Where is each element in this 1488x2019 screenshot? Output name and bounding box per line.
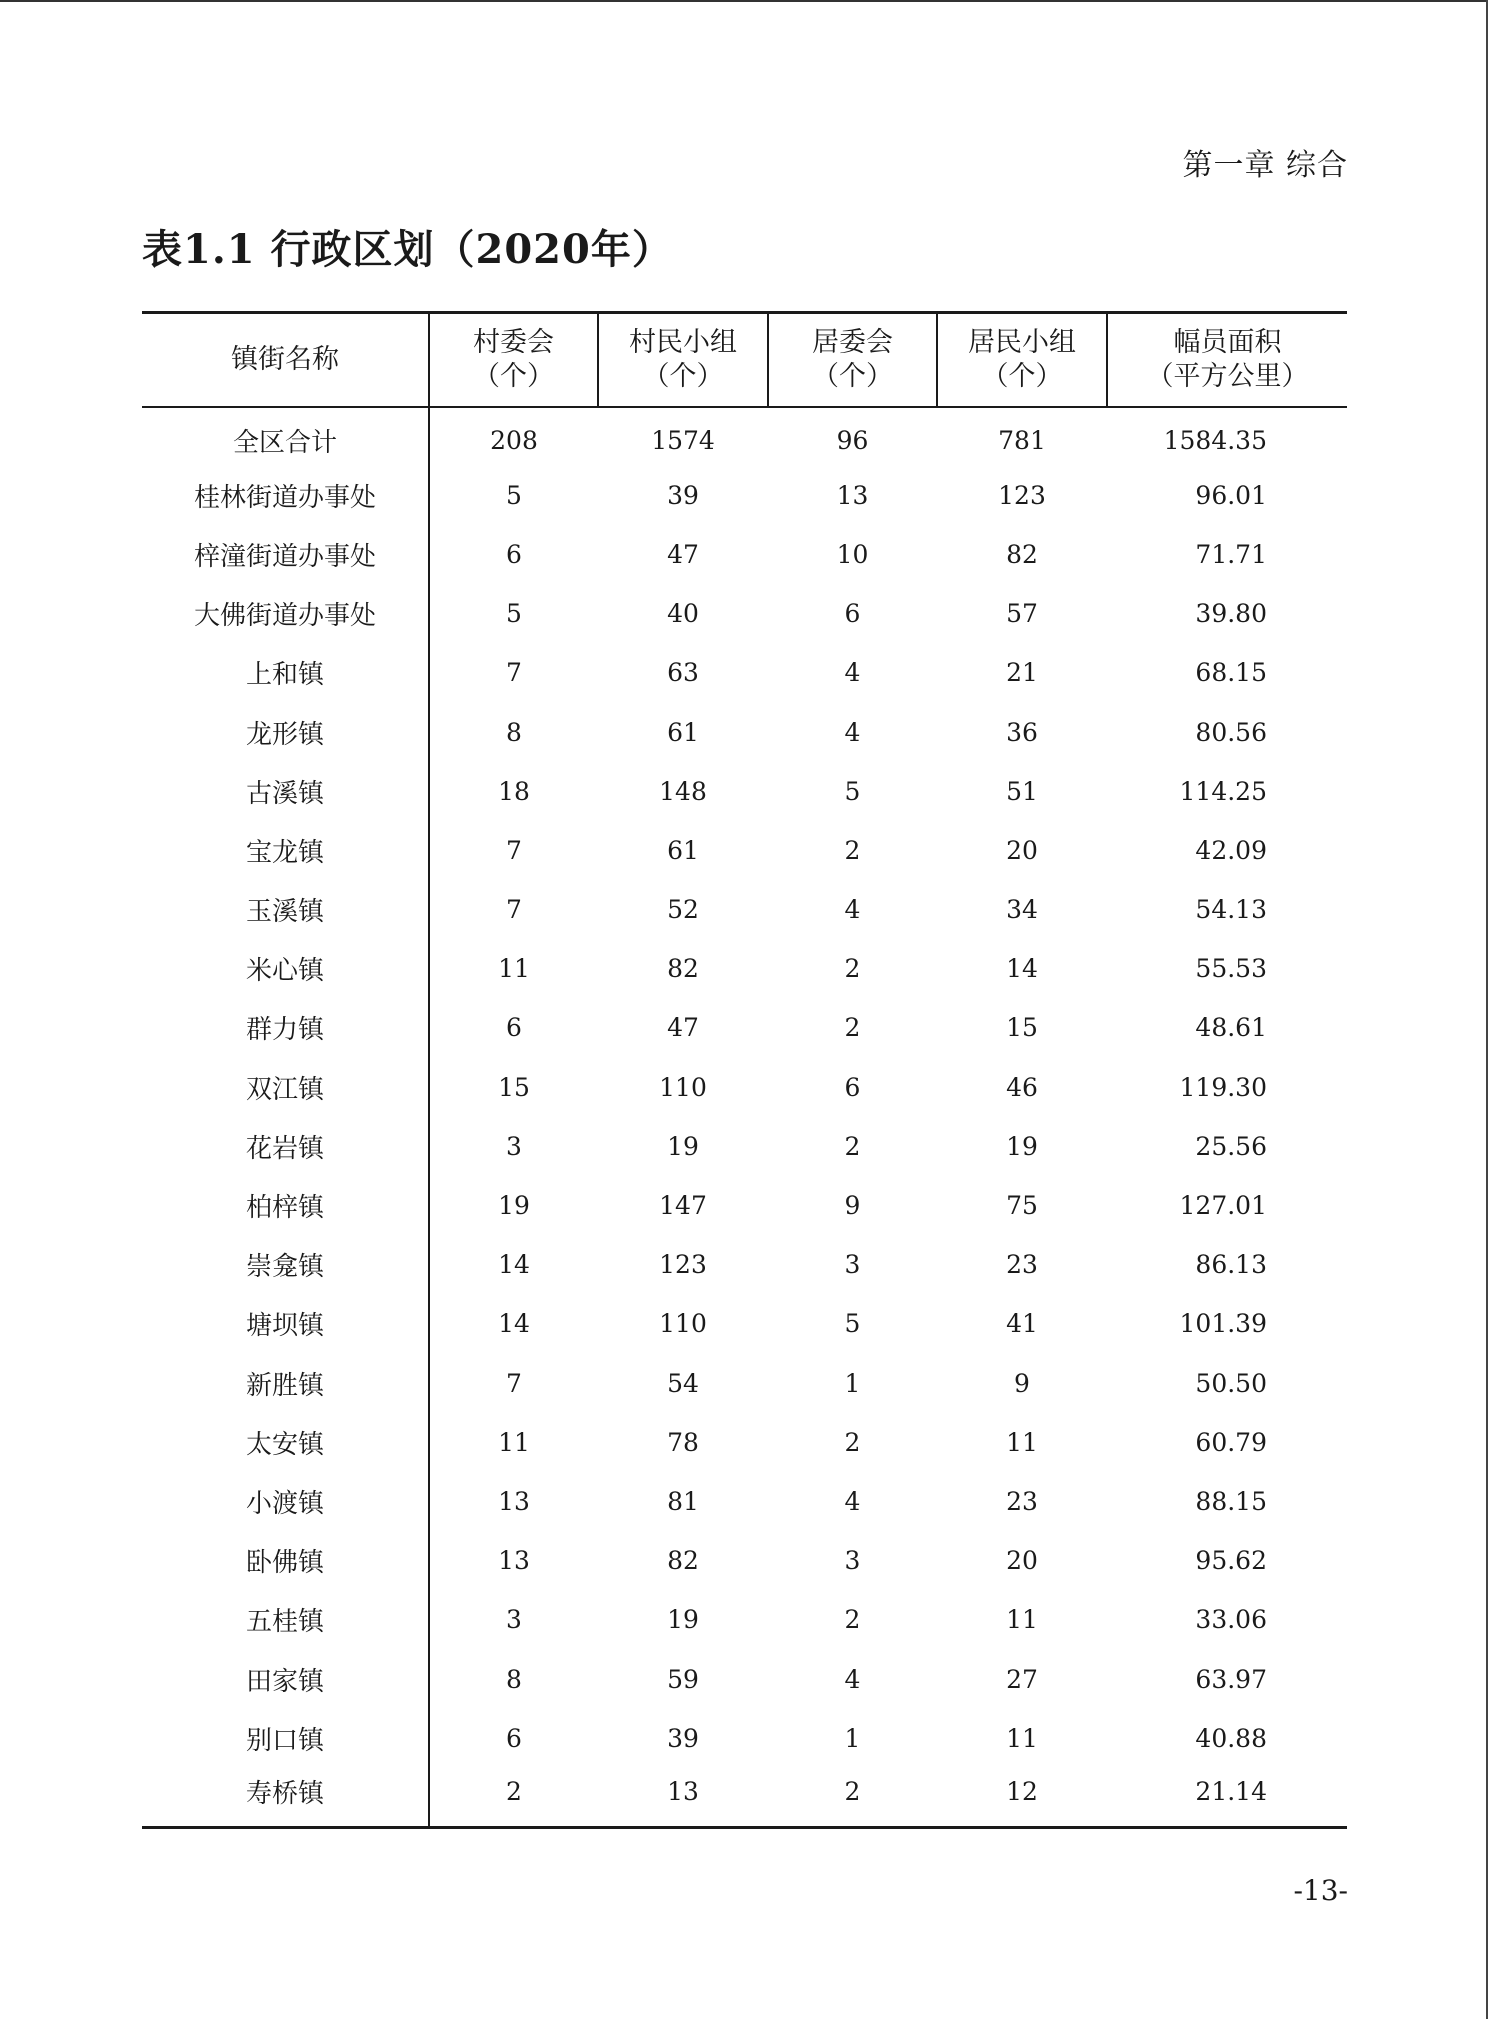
resident-groups-cell: 82: [1006, 539, 1038, 569]
table-row: [142, 1117, 1347, 1176]
town-name-cell: 花岩镇: [142, 1117, 429, 1176]
resident-committees-cell: 1: [844, 1723, 861, 1753]
village-committees-cell: 18: [498, 776, 530, 806]
area-cell: 21.14: [1107, 1768, 1347, 1827]
area-cell: 86.13: [1195, 1250, 1267, 1280]
villager-groups-cell: 148: [659, 776, 707, 806]
area-cell: 54.13: [1195, 895, 1267, 925]
table-row: [142, 702, 1347, 761]
resident-committees-cell: 6: [844, 599, 861, 629]
town-name-cell: 群力镇: [142, 998, 429, 1057]
resident-groups-cell: 46: [1006, 1072, 1038, 1102]
table-row: [142, 1649, 1347, 1708]
resident-groups-cell: 14: [1006, 954, 1038, 984]
village-committees-cell: 8: [506, 717, 522, 747]
village-committees-cell: 2: [429, 1768, 598, 1827]
town-name-cell: 塘坝镇: [142, 1294, 429, 1353]
town-name-cell: 新胜镇: [142, 1354, 429, 1413]
table-row: [142, 1531, 1347, 1590]
area-cell: 39.80: [1195, 599, 1267, 629]
village-committees-cell: 19: [498, 1191, 530, 1221]
header-area: 幅员面积 （平方公里）: [1107, 313, 1347, 407]
resident-groups-cell: 20: [1006, 1546, 1038, 1576]
header-village-committees: 村委会 （个）: [429, 313, 598, 407]
area-cell: 101.39: [1179, 1309, 1267, 1339]
villager-groups-cell: 78: [667, 1427, 699, 1457]
town-name-cell: 梓潼街道办事处: [142, 525, 429, 584]
villager-groups-cell: 54: [667, 1368, 699, 1398]
resident-groups-cell: 123: [998, 480, 1046, 510]
town-name-cell: 柏梓镇: [142, 1176, 429, 1235]
villager-groups-cell: 40: [667, 599, 699, 629]
area-cell: 1584.35: [1163, 426, 1267, 456]
area-cell: 42.09: [1195, 835, 1267, 865]
table-row: [142, 525, 1347, 584]
village-committees-cell: 7: [506, 1368, 522, 1398]
page-top-border: [0, 0, 1488, 2]
area-cell: 80.56: [1195, 717, 1267, 747]
villager-groups-cell: 47: [667, 539, 699, 569]
village-committees-cell: 208: [490, 426, 538, 456]
town-name-cell: 双江镇: [142, 1058, 429, 1117]
resident-groups-cell: 11: [1006, 1427, 1038, 1457]
area-cell: 33.06: [1195, 1605, 1267, 1635]
town-name-cell: 大佛街道办事处: [142, 584, 429, 643]
page-number: -13-: [1293, 1874, 1348, 1907]
resident-groups-cell: 57: [1006, 599, 1038, 629]
resident-groups-cell: 27: [1006, 1664, 1038, 1694]
resident-committees-cell: 2: [768, 1768, 937, 1827]
table-row: [142, 998, 1347, 1057]
area-cell: 114.25: [1179, 776, 1267, 806]
table-row: [142, 643, 1347, 702]
area-cell: 95.62: [1195, 1546, 1267, 1576]
resident-groups-cell: 781: [998, 426, 1046, 456]
table-row: [142, 407, 1347, 466]
resident-committees-cell: 13: [836, 480, 869, 510]
village-committees-cell: 3: [506, 1605, 522, 1635]
resident-groups-cell: 36: [1006, 717, 1038, 747]
table-title: 表1.1 行政区划（2020年）: [142, 226, 673, 273]
header-row: [142, 313, 1347, 407]
resident-committees-cell: 4: [844, 1664, 861, 1694]
village-committees-cell: 7: [506, 835, 522, 865]
resident-committees-cell: 96: [836, 426, 869, 456]
area-cell: 88.15: [1195, 1486, 1267, 1516]
town-name-cell: 宝龙镇: [142, 821, 429, 880]
resident-committees-cell: 1: [844, 1368, 861, 1398]
resident-committees-cell: 4: [844, 717, 861, 747]
town-name-cell: 卧佛镇: [142, 1531, 429, 1590]
town-name-cell: 全区合计: [142, 407, 429, 466]
village-committees-cell: 15: [498, 1072, 530, 1102]
town-name-cell: 上和镇: [142, 643, 429, 702]
resident-committees-cell: 4: [844, 658, 861, 688]
chapter-header: 第一章 综合: [1182, 148, 1348, 183]
village-committees-cell: 6: [506, 1723, 522, 1753]
villager-groups-cell: 110: [659, 1309, 707, 1339]
resident-committees-cell: 2: [844, 835, 861, 865]
table-row: [142, 584, 1347, 643]
resident-groups-cell: 11: [1006, 1605, 1038, 1635]
villager-groups-cell: 123: [659, 1250, 707, 1280]
area-cell: 96.01: [1195, 480, 1267, 510]
villager-groups-cell: 82: [667, 954, 699, 984]
resident-groups-cell: 11: [1006, 1723, 1038, 1753]
resident-groups-cell: 41: [1006, 1309, 1038, 1339]
villager-groups-cell: 82: [667, 1546, 699, 1576]
table-row: [142, 1354, 1347, 1413]
town-name-cell: 田家镇: [142, 1649, 429, 1708]
resident-committees-cell: 4: [844, 1486, 861, 1516]
resident-committees-cell: 10: [836, 539, 869, 569]
area-cell: 40.88: [1195, 1723, 1267, 1753]
resident-groups-cell: 23: [1006, 1486, 1038, 1516]
villager-groups-cell: 1574: [651, 426, 715, 456]
villager-groups-cell: 39: [667, 480, 699, 510]
resident-committees-cell: 2: [844, 1427, 861, 1457]
table-row: [142, 1472, 1347, 1531]
table-row: [142, 1176, 1347, 1235]
resident-groups-cell: 75: [1006, 1191, 1038, 1221]
table-row: [142, 1294, 1347, 1353]
table-row: [142, 821, 1347, 880]
table-header: [142, 313, 1347, 407]
table-row: [142, 939, 1347, 998]
resident-committees-cell: 3: [844, 1546, 861, 1576]
area-cell: 55.53: [1195, 954, 1267, 984]
villager-groups-cell: 59: [667, 1664, 699, 1694]
villager-groups-cell: 110: [659, 1072, 707, 1102]
resident-groups-cell: 12: [937, 1768, 1107, 1827]
town-name-cell: 别口镇: [142, 1709, 429, 1768]
resident-committees-cell: 2: [844, 1013, 861, 1043]
header-villager-groups: 村民小组 （个）: [598, 313, 768, 407]
header-resident-groups: 居民小组 （个）: [937, 313, 1107, 407]
villager-groups-cell: 39: [667, 1723, 699, 1753]
resident-committees-cell: 9: [844, 1191, 861, 1221]
header-resident-committees: 居委会 （个）: [768, 313, 937, 407]
villager-groups-cell: 147: [659, 1191, 707, 1221]
village-committees-cell: 3: [506, 1131, 522, 1161]
resident-committees-cell: 3: [844, 1250, 861, 1280]
town-name-cell: 龙形镇: [142, 702, 429, 761]
town-name-cell: 米心镇: [142, 939, 429, 998]
town-name-cell: 寿桥镇: [142, 1768, 429, 1827]
villager-groups-cell: 63: [667, 658, 699, 688]
resident-groups-cell: 34: [1006, 895, 1038, 925]
table-row: [142, 1590, 1347, 1649]
villager-groups-cell: 61: [667, 717, 699, 747]
resident-committees-cell: 5: [844, 776, 861, 806]
town-name-cell: 桂林街道办事处: [142, 466, 429, 525]
village-committees-cell: 6: [506, 1013, 522, 1043]
town-name-cell: 太安镇: [142, 1413, 429, 1472]
villager-groups-cell: 19: [667, 1605, 699, 1635]
town-name-cell: 小渡镇: [142, 1472, 429, 1531]
resident-groups-cell: 21: [1006, 658, 1038, 688]
area-cell: 48.61: [1195, 1013, 1267, 1043]
table-body: [142, 407, 1347, 1828]
area-cell: 71.71: [1195, 539, 1267, 569]
admin-division-table: [142, 311, 1347, 1829]
area-cell: 50.50: [1195, 1368, 1267, 1398]
village-committees-cell: 11: [498, 1427, 530, 1457]
village-committees-cell: 8: [506, 1664, 522, 1694]
town-name-cell: 玉溪镇: [142, 880, 429, 939]
town-name-cell: 古溪镇: [142, 762, 429, 821]
area-cell: 63.97: [1195, 1664, 1267, 1694]
village-committees-cell: 6: [506, 539, 522, 569]
village-committees-cell: 7: [506, 658, 522, 688]
header-town-name: 镇街名称: [142, 313, 429, 407]
villager-groups-cell: 52: [667, 895, 699, 925]
resident-groups-cell: 19: [1006, 1131, 1038, 1161]
village-committees-cell: 11: [498, 954, 530, 984]
resident-groups-cell: 51: [1006, 776, 1038, 806]
villager-groups-cell: 19: [667, 1131, 699, 1161]
resident-committees-cell: 4: [844, 895, 861, 925]
villager-groups-cell: 61: [667, 835, 699, 865]
table-container: [142, 311, 1347, 1829]
resident-groups-cell: 20: [1006, 835, 1038, 865]
village-committees-cell: 13: [498, 1486, 530, 1516]
resident-groups-cell: 23: [1006, 1250, 1038, 1280]
table-row: [142, 762, 1347, 821]
table-row: [142, 1413, 1347, 1472]
table-row: [142, 1235, 1347, 1294]
area-cell: 25.56: [1195, 1131, 1267, 1161]
village-committees-cell: 5: [506, 599, 522, 629]
area-cell: 60.79: [1195, 1427, 1267, 1457]
resident-committees-cell: 2: [844, 1605, 861, 1635]
area-cell: 68.15: [1195, 658, 1267, 688]
resident-committees-cell: 5: [844, 1309, 861, 1339]
village-committees-cell: 7: [506, 895, 522, 925]
town-name-cell: 五桂镇: [142, 1590, 429, 1649]
table-row: [142, 1709, 1347, 1768]
resident-committees-cell: 6: [844, 1072, 861, 1102]
table-row: [142, 880, 1347, 939]
resident-committees-cell: 2: [844, 954, 861, 984]
resident-committees-cell: 2: [844, 1131, 861, 1161]
town-name-cell: 崇龛镇: [142, 1235, 429, 1294]
table-row: [142, 1768, 1347, 1827]
villager-groups-cell: 47: [667, 1013, 699, 1043]
villager-groups-cell: 13: [598, 1768, 768, 1827]
village-committees-cell: 13: [498, 1546, 530, 1576]
area-cell: 119.30: [1179, 1072, 1267, 1102]
village-committees-cell: 14: [498, 1250, 530, 1280]
village-committees-cell: 5: [506, 480, 522, 510]
resident-groups-cell: 9: [1014, 1368, 1030, 1398]
table-row: [142, 1058, 1347, 1117]
table-row: [142, 466, 1347, 525]
village-committees-cell: 14: [498, 1309, 530, 1339]
area-cell: 127.01: [1179, 1191, 1267, 1221]
resident-groups-cell: 15: [1006, 1013, 1038, 1043]
villager-groups-cell: 81: [667, 1486, 699, 1516]
